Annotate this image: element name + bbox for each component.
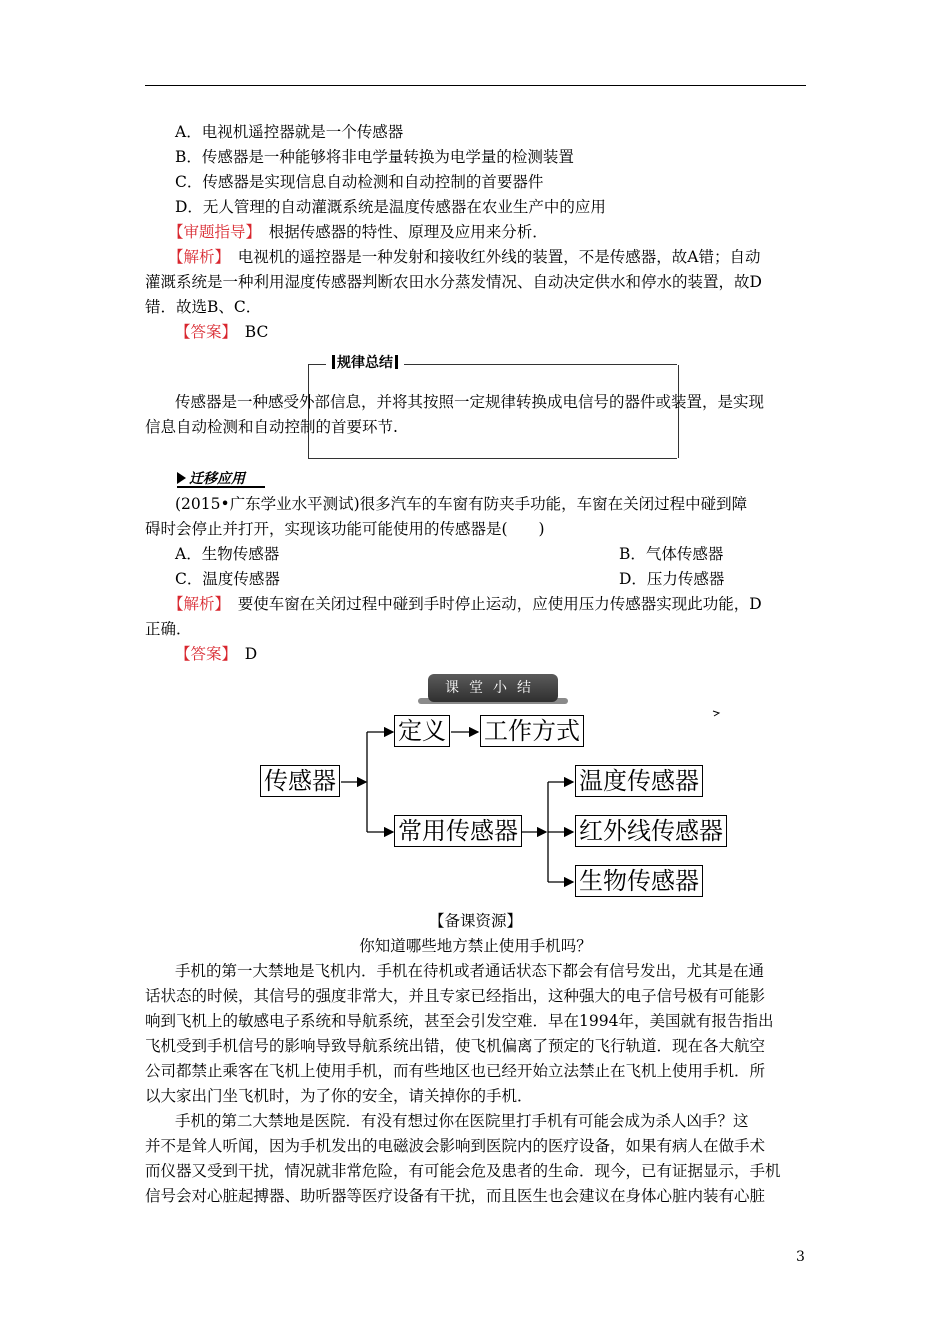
option-c: C．传感器是实现信息自动检测和自动控制的首要器件	[175, 173, 544, 191]
p2-line3: 而仪器又受到干扰，情况就非常危险，有可能会危及患者的生命．现今，已有证据显示，手机	[145, 1162, 781, 1180]
summary-banner: 课堂小结	[428, 674, 558, 702]
p1-line5: 公司都禁止乘客在飞机上使用手机，而有些地区也已经开始立法禁止在飞机上使用手机．所	[145, 1062, 766, 1080]
question2-line2: 碍时会停止并打开，实现该功能可能使用的传感器是( )	[145, 520, 545, 538]
node-common-sensors: 常用传感器	[394, 815, 522, 847]
question2-option-b: B．气体传感器	[619, 545, 724, 563]
rule-text-line1: 传感器是一种感受外部信息，并将其按照一定规律转换成电信号的器件或装置，是实现	[175, 393, 765, 411]
answer2-tag: 【答案】	[175, 645, 230, 663]
question2-line1: (2015•广东学业水平测试)很多汽车的车窗有防夹手功能，车窗在关闭过程中碰到障	[175, 495, 748, 513]
p1-line2: 话状态的时候，其信号的强度非常大，并且专家已经指出，这种强大的电子信号极有可能影	[145, 987, 766, 1005]
rule-summary-title: 规律总结	[326, 352, 404, 372]
page-number: 3	[796, 1249, 805, 1265]
option-a: A．电视机遥控器就是一个传感器	[175, 123, 404, 141]
answer2-text: D	[229, 645, 258, 663]
question2-option-c: C．温度传感器	[175, 570, 280, 588]
p1-line6: 以大家出门坐飞机时，为了你的安全，请关掉你的手机．	[145, 1087, 533, 1105]
analysis1-text1: 电视机的遥控器是一种发射和接收红外线的装置，不是传感器，故A错；自动	[222, 248, 761, 266]
node-temperature-sensor: 温度传感器	[575, 765, 703, 797]
p1-line4: 飞机受到手机信号的影响导致导航系统出错，使飞机偏离了预定的飞行轨道．现在各大航空	[145, 1037, 766, 1055]
node-bio-sensor: 生物传感器	[575, 865, 703, 897]
rule-text-line2: 信息自动检测和自动控制的首要环节.	[145, 418, 398, 436]
p2-line2: 并不是耸人听闻，因为手机发出的电磁波会影响到医院内的医疗设备，如果有病人在做手术	[145, 1137, 766, 1155]
question2-option-a: A．生物传感器	[175, 545, 280, 563]
p1-line1: 手机的第一大禁地是飞机内．手机在待机或者通话状态下都会有信号发出，尤其是在通	[175, 962, 765, 980]
analysis2-line2: 正确．	[145, 620, 192, 638]
analysis1-line2: 灌溉系统是一种利用湿度传感器判断农田水分蒸发情况、自动决定供水和停水的装置，故D	[145, 273, 762, 291]
resource-question: 你知道哪些地方禁止使用手机吗？	[359, 937, 592, 955]
node-infrared-sensor: 红外线传感器	[575, 815, 727, 847]
option-b: B．传感器是一种能够将非电学量转换为电学量的检测装置	[175, 148, 574, 166]
answer1-text: BC	[229, 323, 269, 341]
answer1-tag: 【答案】	[175, 323, 230, 341]
p2-line4: 信号会对心脏起搏器、助听器等医疗设备有干扰，而且医生也会建议在身体心脏内装有心脏	[145, 1187, 766, 1205]
apply-heading: 迁移应用	[177, 468, 245, 488]
node-work-mode: 工作方式	[480, 715, 584, 747]
node-definition: 定义	[394, 715, 450, 747]
p2-line1: 手机的第二大禁地是医院．有没有想过你在医院里打手机有可能会成为杀人凶手？这	[175, 1112, 749, 1130]
guide-tag: 【审题指导】	[168, 223, 254, 241]
analysis1-line3: 错．故选B、C．	[145, 298, 262, 316]
analysis2-tag: 【解析】	[168, 595, 223, 613]
analysis2-text1: 要使车窗在关闭过程中碰到手时停止运动，应使用压力传感器实现此功能，D	[222, 595, 762, 613]
option-d: D．无人管理的自动灌溉系统是温度传感器在农业生产中的应用	[175, 198, 606, 216]
resource-heading: 【备课资源】	[428, 912, 522, 930]
guide-text: 根据传感器的特性、原理及应用来分析．	[253, 223, 548, 241]
node-sensor: 传感器	[260, 765, 340, 797]
analysis1-tag: 【解析】	[168, 248, 223, 266]
question2-option-d: D．压力传感器	[619, 570, 725, 588]
p1-line3: 响到飞机上的敏感电子系统和导航系统，甚至会引发空难．早在1994年，美国就有报告指出	[145, 1012, 774, 1030]
